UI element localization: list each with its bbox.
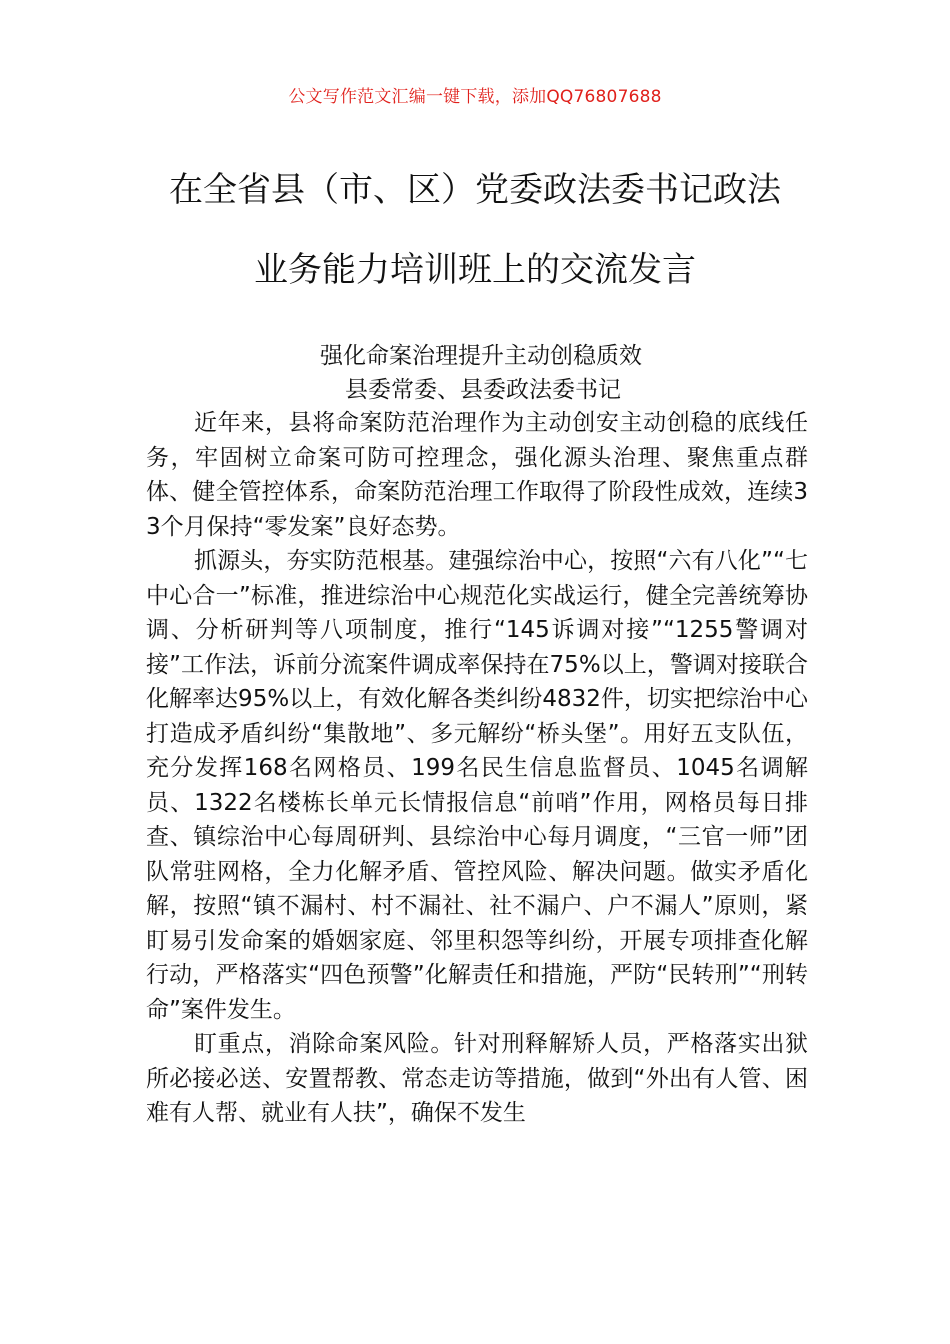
speech-subtitle: 强化命案治理提升主动创稳质效 (320, 343, 642, 369)
header-download-note: 公文写作范文汇编一键下载，添加QQ76807688 (288, 87, 662, 107)
document-body (146, 406, 808, 1131)
document-title-line-2: 业务能力培训班上的交流发言 (254, 250, 696, 290)
body-paragraph-source-prevention: 抓源头，夯实防范根基。建强综治中心，按照“六有八化”“七中心合一”标准，推进综治中心规范化实战运行，健全完善统筹协调、分析研判等八项制度，推行“145诉调对接”“1255警调对接”工作法，诉前分流案件调成率保持在75%以上，警调对接联合化解率达95%以上，有效化解各类纠纷4832件，切实把综治中心打造成矛盾纠纷“集散地”、多元解纷“桥头堡”。用好五支队伍，充分发挥168名网格员、199名民生信息监督员、1045名调解员、1322名楼栋长单元长情报信息“前哨”作用，网格员每日排查、镇综治中心每周研判、县综治中心每月调度，“三官一师”团队常驻网格，全力化解矛盾、管控风险、解决问题。做实矛盾化解，按照“镇不漏村、村不漏社、社不漏户、户不漏人”原则，紧盯易引发命案的婚姻家庭、邻里积怨等纠纷，开展专项排查化解行动，严格落实“四色预警”化解责任和措施，严防“民转刑”“刑转命”案件发生。 (146, 548, 808, 1023)
document-title-line-1: 在全省县（市、区）党委政法委书记政法 (169, 170, 781, 210)
body-paragraph-key-risks: 盯重点，消除命案风险。针对刑释解矫人员，严格落实出狱所必接必送、安置帮教、常态走访等措施，做到“外出有人管、困难有人帮、就业有人扶”，确保不发生 (146, 1031, 808, 1126)
speaker-position: 县委常委、县委政法委书记 (345, 377, 621, 403)
body-paragraph-intro: 近年来，县将命案防范治理作为主动创安主动创稳的底线任务，牢固树立命案可防可控理念，强化源头治理、聚焦重点群体、健全管控体系，命案防范治理工作取得了阶段性成效，连续33个月保持“零发案”良好态势。 (146, 410, 808, 540)
